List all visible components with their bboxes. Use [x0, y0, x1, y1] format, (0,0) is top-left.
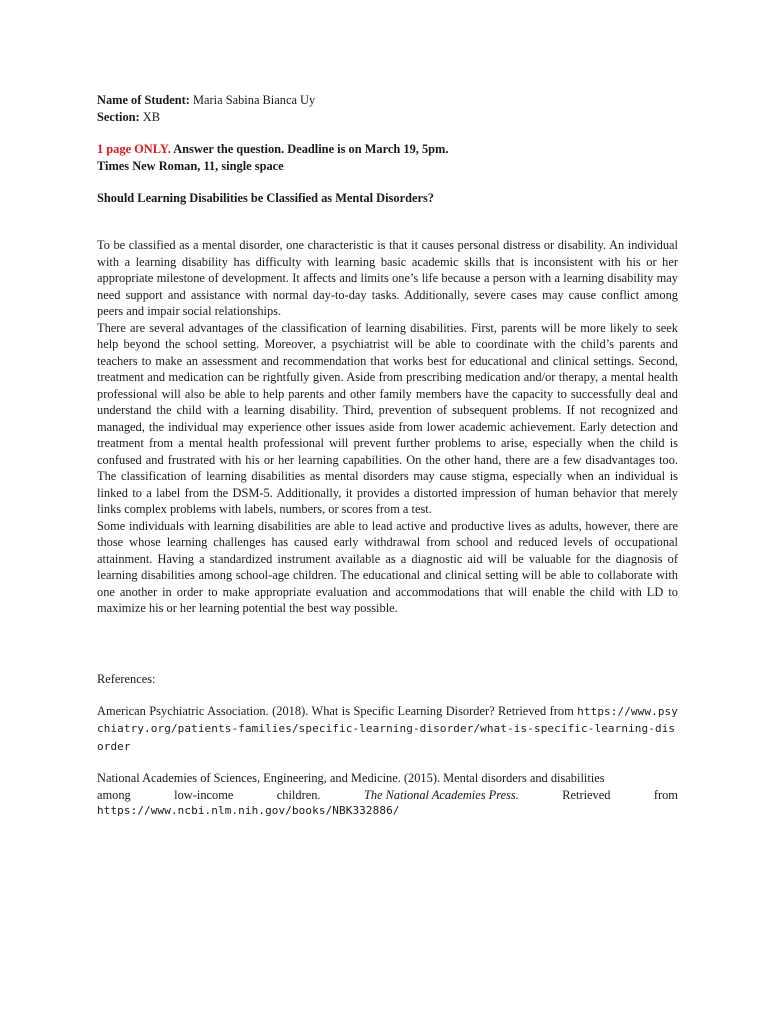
- student-name-value: Maria Sabina Bianca Uy: [189, 93, 316, 107]
- section-value: XB: [139, 110, 160, 124]
- essay-body: [97, 237, 678, 617]
- page-limit-note: 1 page ONLY.: [97, 142, 171, 156]
- reference-item: [97, 703, 678, 756]
- section-label: Section:: [97, 110, 140, 124]
- essay-question: Should Learning Disabilities be Classified as Mental Disorders?: [97, 191, 434, 205]
- reference-word: Retrieved: [562, 787, 611, 802]
- paragraph: There are several advantages of the classification of learning disabilities. First, parents will be more likely to seek help beyond the school setting. Moreover, a psychiatrist will be able to coordinate with the child’s parents and teachers to make an assessment and recommendation that works best for educational and clinical settings. Second, treatment and medication can be rightfully given. Aside from prescribing medication and/or therapy, a mental health professional will also be able to help parents and other family members have the capacity to successfully deal and understand the child with a learning disability. Third, prevention of subsequent problems. If not recognized and managed, the individual may experience other issues aside from lower academic achievement. Early detection and treatment from a mental health professional will prevent further problems to arise, especially when the child is confused and frustrated with his or her learning capabilities. On the other hand, there are a few disadvantages too. The classification of learning disabilities as mental disorders may cause stigma, especially when an individual is linked to a label from the DSM-5. Additionally, it provides a distorted impression of human behavior that merely links complex problems with labels, numbers, or scores from a test.: [97, 320, 678, 516]
- reference-text-line: [97, 787, 678, 804]
- reference-link[interactable]: https://www.ncbi.nlm.nih.gov/books/NBK332886/: [97, 804, 400, 817]
- reference-word: low-income: [174, 787, 234, 802]
- reference-word: from: [653, 787, 678, 802]
- reference-word: among: [97, 787, 131, 802]
- reference-item: [97, 770, 678, 820]
- reference-journal: The National Academies Press.: [363, 787, 519, 802]
- reference-text: American Psychiatric Association. (2018). What is Specific Learning Disorder? Retrieved from: [97, 703, 578, 718]
- deadline-line: [97, 141, 678, 158]
- instructions: [97, 141, 678, 175]
- section-line: [97, 109, 678, 126]
- student-name-line: [97, 92, 678, 109]
- format-note: Times New Roman, 11, single space: [97, 159, 284, 173]
- deadline-note: Answer the question. Deadline is on March 19, 5pm.: [170, 142, 449, 156]
- reference-word: children.: [276, 787, 321, 802]
- student-name-label: Name of Student:: [97, 93, 190, 107]
- paragraph: To be classified as a mental disorder, one characteristic is that it causes personal distress or disability. An individual with a learning disability has difficulty with learning basic academic skills that is inconsistent with his or her appropriate milestone of development. It affects and limits one’s life because a person with a learning disability may need support and assistance with normal day-to-day tasks. Additionally, severe cases may cause conflict among peers and impair social relationships.: [97, 238, 678, 318]
- reference-text: National Academies of Sciences, Engineering, and Medicine. (2015). Mental disorders and disabilities: [97, 771, 605, 785]
- reference-link[interactable]: https://www.psychiatry.org/patients-families/specific-learning-disorder/what-is-specific-learning-disorder: [97, 704, 678, 753]
- paragraph: Some individuals with learning disabilities are able to lead active and productive lives as adults, however, there are those whose learning challenges has caused early withdrawal from school and reduced levels of occupational attainment. Having a standardized instrument available as a diagnostic aid will be valuable for the diagnosis of learning disabilities among school-age children. The educational and clinical setting will be able to collaborate with one another in order to make appropriate evaluation and accommodations that will enable the child with LD to maximize his or her learning potential the best way possible.: [97, 518, 678, 615]
- references-heading: References:: [97, 671, 156, 686]
